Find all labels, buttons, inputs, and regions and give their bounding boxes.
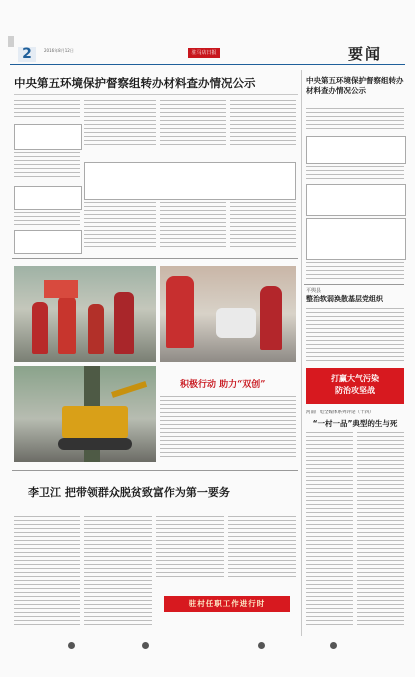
feature-divider	[12, 470, 298, 471]
series-text-a	[306, 432, 353, 628]
volunteer-figure-4	[114, 292, 134, 354]
side-table-3	[306, 218, 406, 260]
commentary-label: 平舆县	[306, 288, 322, 294]
feature-text-col3	[156, 516, 224, 578]
feature-headline: 李卫江 把带领群众脱贫致富作为第一要务	[28, 486, 230, 499]
column-divider	[301, 70, 302, 636]
page-number: 2	[18, 47, 36, 62]
side-table-1	[306, 136, 406, 164]
series-text-b	[357, 432, 404, 628]
excavator-arm	[111, 381, 147, 398]
commentary-text	[306, 308, 404, 364]
registration-mark-4	[330, 642, 337, 649]
article-text-col4-low	[230, 202, 296, 250]
photo-volunteers-left	[14, 266, 156, 362]
volunteer-figure-2	[58, 296, 76, 354]
data-table-3	[14, 230, 82, 254]
article-text-col1-low	[14, 212, 80, 228]
header-date: 2016年8月12日	[44, 48, 74, 53]
campaign-line-1: 打赢大气污染	[331, 374, 379, 383]
data-table-4	[84, 162, 296, 200]
volunteer-figure-6	[260, 286, 282, 350]
registration-mark-2	[142, 642, 149, 649]
side-text-2	[306, 166, 404, 180]
campaign-line-2: 防治攻坚战	[335, 386, 375, 395]
side-text-3	[306, 262, 404, 280]
article-text-col3-low	[160, 202, 226, 250]
article-text-col4	[230, 100, 296, 148]
article-text-col3	[160, 100, 226, 148]
article-text-col2	[84, 100, 156, 148]
excavator-body	[62, 406, 128, 438]
section-name: 要闻	[348, 45, 383, 63]
data-table-2	[14, 186, 82, 210]
photo-caption: 积极行动 助力“双创”	[180, 380, 266, 390]
masthead-badge: 驻马店日报	[188, 48, 220, 58]
series-title: “一村一品”典型的生与死	[312, 419, 398, 428]
side-text-1	[306, 108, 404, 132]
feature-text-col2	[84, 516, 152, 628]
photo-story-text	[160, 396, 296, 458]
photo-volunteers-right	[160, 266, 296, 362]
article-text-col1-top	[14, 100, 80, 120]
feature-text-col4	[228, 516, 296, 578]
page-header	[10, 44, 405, 66]
registration-mark-1	[68, 642, 75, 649]
article-text-col1-mid	[14, 152, 80, 180]
commentary-title: 整治软弱涣散基层党组织	[306, 295, 383, 303]
series-label: 河南广电全媒体系列评论（十四）	[306, 410, 374, 415]
header-divider	[10, 64, 405, 65]
registration-mark-3	[258, 642, 265, 649]
top-headline: 中央第五环境保护督察组转办材料查办情况公示	[14, 76, 256, 90]
excavator-track	[58, 438, 132, 450]
elderly-person	[216, 308, 256, 338]
feature-text-col1	[14, 516, 80, 628]
red-poster	[44, 280, 78, 298]
photo-excavator	[14, 366, 156, 462]
data-table-1	[14, 124, 82, 150]
feature-banner	[164, 596, 290, 612]
section-divider	[12, 258, 298, 259]
headline-rule	[14, 94, 298, 95]
volunteer-figure-5	[166, 276, 194, 348]
volunteer-figure-3	[88, 304, 104, 354]
campaign-banner	[306, 368, 404, 404]
feature-banner-text: 驻村任职工作进行时	[188, 599, 266, 608]
article-text-col2-low	[84, 202, 156, 250]
side-headline: 中央第五环境保护督察组转办材料查办情况公示	[306, 76, 404, 95]
volunteer-figure-1	[32, 302, 48, 354]
side-divider-1	[304, 284, 404, 285]
side-table-2	[306, 184, 406, 216]
